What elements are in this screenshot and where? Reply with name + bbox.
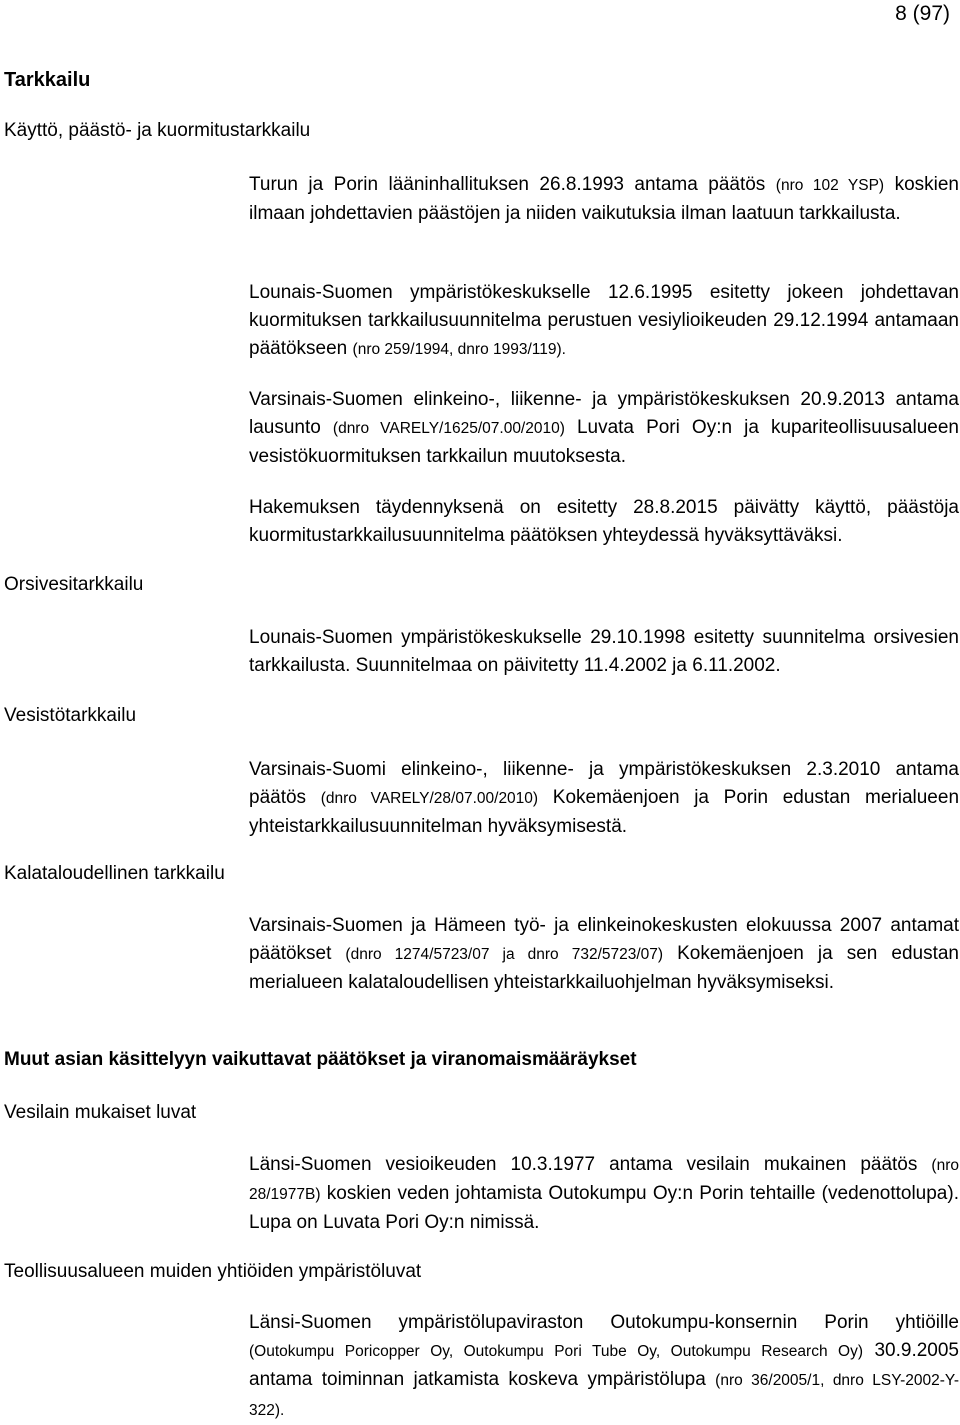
paragraph-text-part: Varsinais-Suomi elinkeino-, liikenne- ja ympäristökeskuksen 2.3.2010 antama päätös xyxy=(249,759,959,809)
paragraph-text-part: Luvata Pori Oy:n ja kupariteollisuusalueen vesistökuormituksen tarkkailun muutoksesta. xyxy=(249,417,959,468)
section-heading-muut: Muut asian käsittelyyn vaikuttavat päätökset ja viranomaismääräykset xyxy=(4,1049,637,1070)
kaytto-paragraph-3 xyxy=(249,386,959,472)
label-kalataloudellinen-tarkkailu: Kalataloudellinen tarkkailu xyxy=(4,863,225,884)
paragraph-text-part: Varsinais-Suomen elinkeino-, liikenne- ja ympäristökeskuksen 20.9.2013 antama lausunto xyxy=(249,389,959,439)
paragraph-text-part: Varsinais-Suomen ja Hämeen työ- ja elinkeinokeskusten elokuussa 2007 antamat päätökset xyxy=(249,915,959,965)
subheading-kaytto: Käyttö, päästö- ja kuormitustarkkailu xyxy=(4,120,311,141)
paragraph-text-part: Länsi-Suomen vesioikeuden 10.3.1977 antama vesilain mukainen päätös xyxy=(249,1154,932,1175)
paragraph-text-part: (Outokumpu Poricopper Oy, Outokumpu Pori Tube Oy, Outokumpu Research Oy) xyxy=(249,1343,864,1361)
teollisuus-paragraph xyxy=(249,1309,959,1425)
label-orsivesitarkkailu: Orsivesitarkkailu xyxy=(4,574,144,595)
paragraph-text-part: Turun ja Porin lääninhallituksen 26.8.1993 antama päätös xyxy=(249,174,776,195)
label-vesistotarkkailu: Vesistötarkkailu xyxy=(4,705,137,726)
paragraph-text-part: (nro 259/1994, dnro 1993/119). xyxy=(352,341,566,359)
paragraph-text-part: (nro 28/1977B) xyxy=(249,1157,959,1204)
paragraph-text-part: Kokemäenjoen ja Porin edustan merialueen yhteistarkkailusuunnitelman hyväksymisestä. xyxy=(249,787,960,838)
kaytto-paragraph-4 xyxy=(249,494,959,550)
paragraph-text-part: (dnro VARELY/1625/07.00/2010) xyxy=(332,420,565,438)
paragraph-text-part: Lounais-Suomen ympäristökeskukselle 29.10.1998 esitetty suunnitelma orsivesien tarkkailusta. Suunnitelmaa on päivitetty 11.4.2002 ja 6.11.2002. xyxy=(249,627,959,677)
vesisto-paragraph xyxy=(249,756,959,842)
page-number: 8 (97) xyxy=(895,2,950,25)
paragraph-text-part: (nro 102 YSP) xyxy=(775,177,885,194)
kaytto-paragraph-2 xyxy=(249,279,959,365)
label-teollisuusalueen-luvat: Teollisuusalueen muiden yhtiöiden ympäristöluvat xyxy=(4,1261,422,1282)
kalatalous-paragraph xyxy=(249,912,959,998)
paragraph-text-part: (nro 36/2005/1, dnro LSY-2002-Y-322). xyxy=(249,1372,960,1419)
paragraph-text-part: koskien ilmaan johdettavien päästöjen ja niiden vaikutuksia ilman laatuun tarkkailusta. xyxy=(249,174,959,225)
vesilaki-paragraph xyxy=(249,1151,959,1238)
paragraph-text-part: koskien veden johtamista Outokumpu Oy:n Porin tehtaille (vedenottolupa). Lupa on Luvata Pori Oy:n nimissä. xyxy=(249,1183,959,1234)
paragraph-text-part: Länsi-Suomen ympäristölupaviraston Outokumpu-konsernin Porin yhtiöille xyxy=(249,1312,959,1333)
paragraph-text-part: (dnro VARELY/28/07.00/2010) xyxy=(320,790,539,808)
label-vesilain-luvat: Vesilain mukaiset luvat xyxy=(4,1102,197,1123)
paragraph-text-part: (dnro 1274/5723/07 ja dnro 732/5723/07) xyxy=(345,946,664,964)
section-heading-tarkkailu: Tarkkailu xyxy=(4,69,91,91)
paragraph-text-part: 30.9.2005 antama toiminnan jatkamista koskeva ympäristölupa xyxy=(249,1340,959,1391)
kaytto-paragraph-1 xyxy=(249,171,959,228)
paragraph-text-part: Hakemuksen täydennyksenä on esitetty 28.8.2015 päivätty käyttö, päästöja kuormitustarkkailusuunnitelma päätöksen yhteydessä hyväksyttäväksi. xyxy=(249,497,959,547)
orsivesi-paragraph xyxy=(249,624,959,680)
paragraph-text-part: Kokemäenjoen ja sen edustan merialueen kalataloudellisen yhteistarkkailuohjelman hyväksymiseksi. xyxy=(249,943,959,994)
paragraph-text-part: Lounais-Suomen ympäristökeskukselle 12.6.1995 esitetty jokeen johdettavan kuormituksen tarkkailusuunnitelma perustuen vesiylioikeuden 29.12.1994 antamaan päätökseen xyxy=(249,282,959,360)
